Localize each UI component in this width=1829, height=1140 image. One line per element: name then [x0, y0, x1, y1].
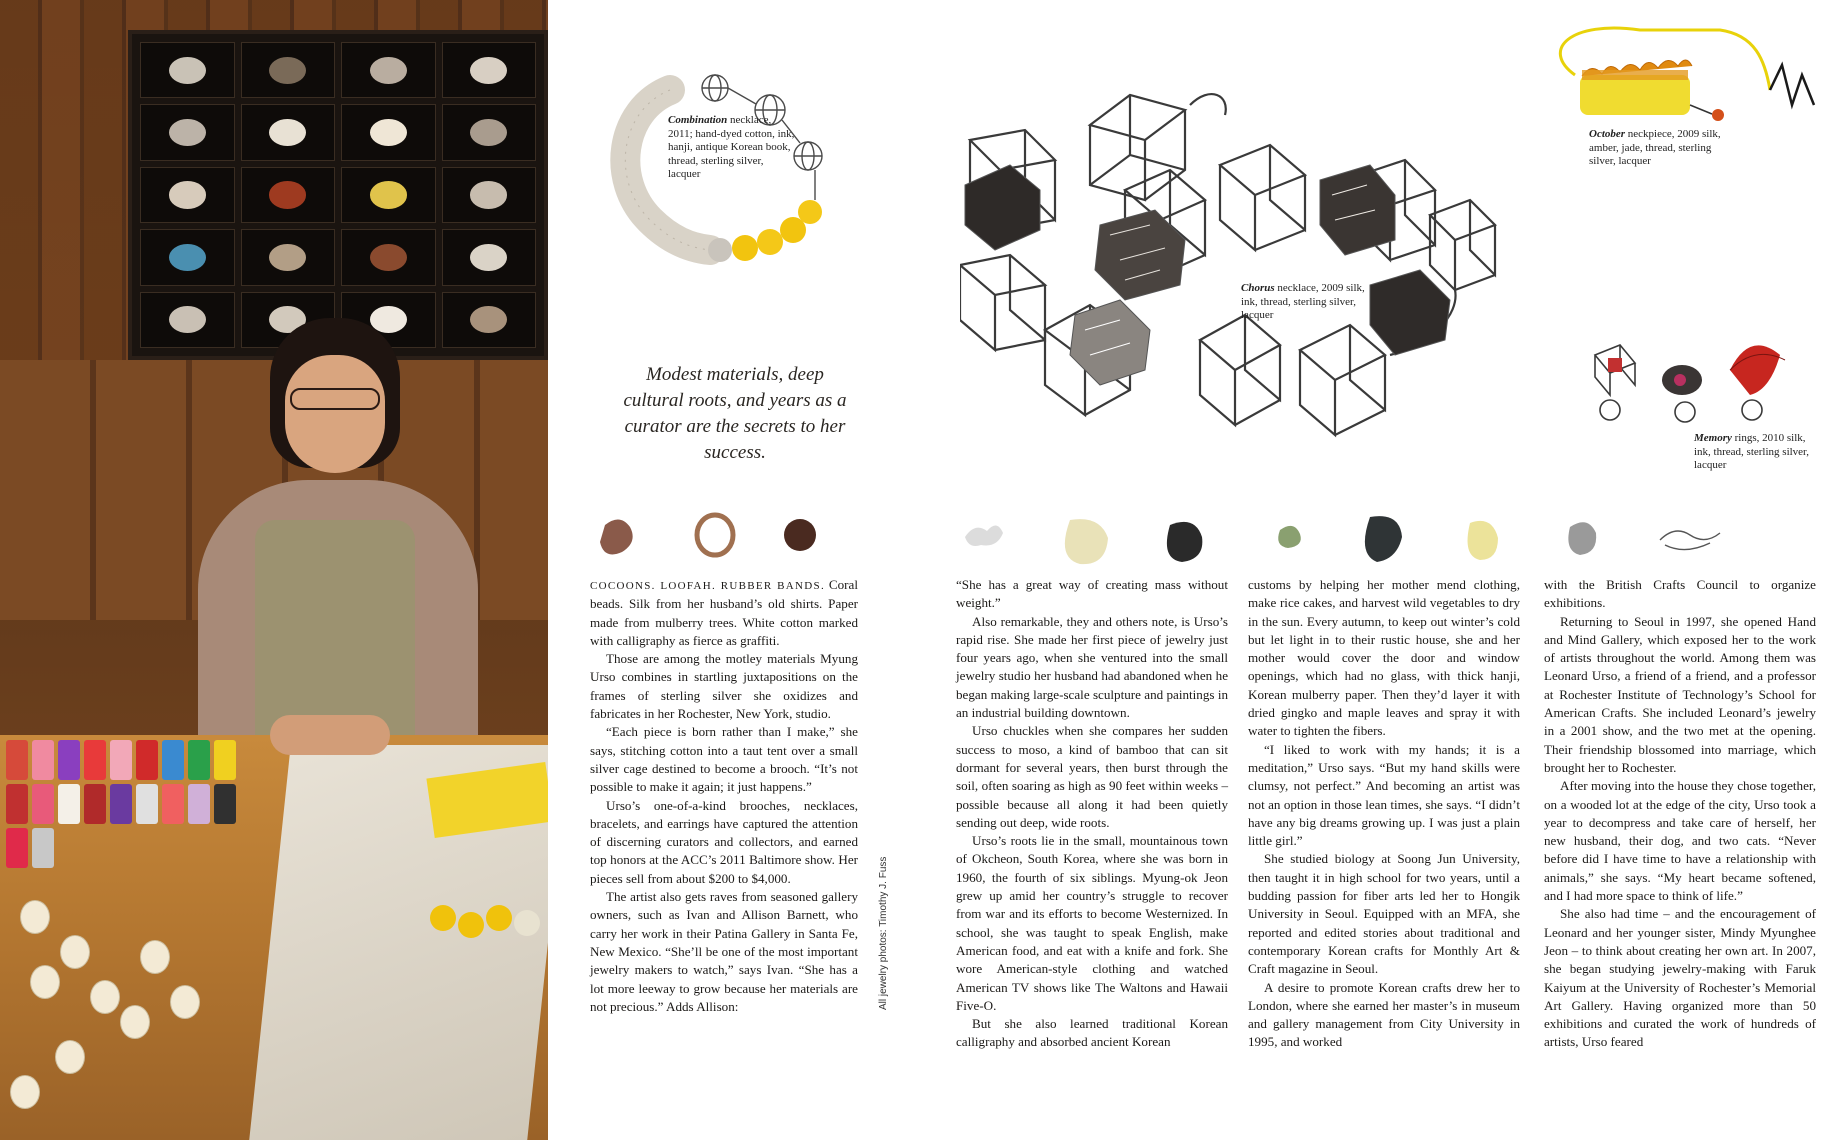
specimen-silver-nugget: [1568, 522, 1596, 555]
article-paragraph: She also had time – and the encouragement of Leonard and her younger sister, Mindy Myunghee Jeon – to think about creating her own art. In 2007, she began studying jewelry-making with Faruk Kaiyum at the University of Rochester’s Memorial Art Gallery. Having organized more than 50 exhibitions and curated the work of hundreds of artists, Urso feared: [1544, 906, 1816, 1050]
article-paragraph: customs by helping her mother mend clothing, make rice cakes, and harvest wild vegetables to dry in the sun. Every autumn, to keep out winter’s cold but let light in to their rustic house, she and her mother would cover the door and window openings, which had no glass, with thick hanji, Korean mulberry paper. Then they’d layer it with dried gingko and maple leaves and spray it with water to tighten the fibers.: [1248, 577, 1520, 739]
article-paragraph: After moving into the house they chose together, on a wooded lot at the edge of the city, Urso took a year to decompress and take care of herself, her new husband, their dog, and two cats. “Never before did I have time to have a relationship with animals,” she says. “My heart became softened, and I had more space to think of life.”: [1544, 778, 1816, 904]
artist-hands: [270, 715, 390, 755]
specimen-jade: [1278, 526, 1301, 548]
article-paragraph: But she also learned traditional Korean calligraphy and absorbed ancient Korean: [956, 1016, 1228, 1050]
specimen-loofah: [1065, 519, 1108, 564]
october-caption: [1589, 128, 1739, 169]
artist-portrait-photo: [0, 0, 548, 1140]
article-column-2: [956, 576, 1228, 1052]
article-paragraph: The artist also gets raves from seasoned gallery owners, such as Ivan and Allison Barnett, who carry her work in their Patina Gallery in Santa Fe, New Mexico. “She’ll be one of the most important jewelry makers to watch,” says Ivan. “She has a lot more leeway to grow because her materials are not precious.” Adds Allison:: [590, 889, 858, 1014]
article-paragraph: A desire to promote Korean crafts drew her to London, where she earned her master’s in museum and gallery management from City University in 1995, and worked: [1248, 979, 1520, 1050]
combination-caption: [668, 114, 798, 182]
article-paragraph: “She has a great way of creating mass without weight.”: [956, 577, 1228, 611]
article-paragraph: Also remarkable, they and others note, is Urso’s rapid rise. She made her first piece of jewelry just four years ago, when she ventured into the small jewelry studio her husband had abandoned when he began making large-scale sculpture and paintings in an industrial building downtown.: [956, 613, 1228, 721]
article-column-3: [1248, 576, 1520, 1052]
article-paragraph: [590, 576, 858, 650]
article-paragraph: Those are among the motley materials Myung Urso combines in startling juxtapositions on the frames of sterling silver she oxidizes and fabricates in her Rochester, New York, studio.: [590, 651, 858, 722]
article-paragraph: Urso’s one-of-a-kind brooches, necklaces, bracelets, and earrings have captured the attention of discerning curators and collectors, and earned top honors at the ACC’s 2011 Baltimore show. Her pieces sell from about $200 to $4,000.: [590, 797, 858, 886]
specimen-coral-bead: [784, 519, 816, 551]
thread-spools: [6, 740, 256, 830]
specimen-yellow-sponge: [1468, 521, 1498, 560]
october-details: neckpiece, 2009 silk, amber, jade, thread, sterling silver, lacquer: [1589, 128, 1721, 167]
lead-paragraph-text: Coral beads. Silk from her husband’s old shirts. Paper made from mulberry trees. White cotton marked with calligraphy as fierce as graffiti.: [590, 577, 858, 648]
material-specimens-row: [590, 505, 1820, 565]
chorus-details: necklace, 2009 silk, ink, thread, sterling silver, lacquer: [1241, 282, 1365, 321]
october-title: October: [1589, 128, 1626, 140]
combination-title: Combination: [668, 114, 728, 126]
article-column-1: [590, 576, 858, 1016]
article-paragraph: She studied biology at Soong Jun University, then taught it in high school for two years, until a budding passion for fiber arts led her to Hongik University in Seoul. Equipped with an MFA, she reported and edited stories about traditional and contemporary Korean crafts for Monthly Art & Craft magazine in Seoul.: [1248, 851, 1520, 977]
specimen-lava-stone: [1167, 522, 1202, 562]
lead-in-caps: COCOONS. LOOFAH. RUBBER BANDS.: [590, 580, 825, 592]
specimen-rubber-band: [697, 515, 733, 555]
article-column-4: [1544, 576, 1816, 1052]
article-paragraph: “I liked to work with my hands; it is a meditation,” Urso says. “But my hand skills were clumsy, not perfect.” And becoming an artist was not an option in those lean times, she says. “I didn’t have any big dreams growing up. I was just a plain little girl.”: [1248, 741, 1520, 849]
pull-quote: Modest materials, deep cultural roots, and years as a curator are the secrets to her success.: [623, 364, 847, 463]
chorus-caption: [1241, 282, 1371, 323]
chorus-necklace-image: [960, 85, 1520, 455]
article-paragraph: with the British Crafts Council to organize exhibitions.: [1544, 577, 1816, 611]
article-paragraph: Returning to Seoul in 1997, she opened Hand and Mind Gallery, which exposed her to the work of artists throughout the world. Among them was Leonard Urso, a friend of a friend, and a professor at Rochester Institute of Technology’s School for American Crafts. She included Leonard’s jewelry in a 2001 show, and the two met at the opening. Their friendship blossomed into marriage, which brought her to Rochester.: [1544, 613, 1816, 775]
artist-face: [285, 355, 385, 473]
memory-details: rings, 2010 silk, ink, thread, sterling silver, lacquer: [1694, 432, 1810, 471]
specimen-dark-fiber: [1365, 516, 1402, 562]
artist-glasses: [290, 388, 380, 410]
article-paragraph: Urso chuckles when she compares her sudden success to moso, a kind of bamboo that can sit dormant for several years, then burst through the soil, often soaring as high as 90 feet within weeks – possible because all along it had been quietly sending out deep, wide roots.: [956, 723, 1228, 830]
article-paragraph: “Each piece is born rather than I make,” she says, stitching cotton into a taut tent over a small silver cage destined to become a brooch. “It’s not possible to make it again; it just happens.”: [590, 724, 858, 795]
photo-credit: All jewelry photos: Timothy J. Fuss: [878, 856, 889, 1010]
specimen-coral: [965, 525, 1003, 546]
specimen-cabinet: [128, 30, 548, 360]
memory-title: Memory: [1694, 432, 1732, 444]
combination-details: necklace, 2011; hand-dyed cotton, ink, hanji, antique Korean book, thread, sterling silver, lacquer: [668, 114, 795, 180]
specimen-cocoon: [600, 519, 633, 554]
chorus-title: Chorus: [1241, 282, 1275, 294]
memory-caption: [1694, 432, 1824, 473]
article-paragraph: Urso’s roots lie in the small, mountainous town of Okcheon, South Korea, where she was born in 1960, the fourth of six siblings. Myung-ok Jeon grew up amid her country’s struggle to recover from war and its efforts to become Westernized. In school, she was taught to speak English, make American food, and eat with a knife and fork. She wore American-style clothing and watched American TV shows like The Waltons and Hawaii Five-O.: [956, 833, 1228, 1013]
specimen-wire: [1660, 531, 1720, 550]
memory-rings-image: [1580, 330, 1810, 430]
